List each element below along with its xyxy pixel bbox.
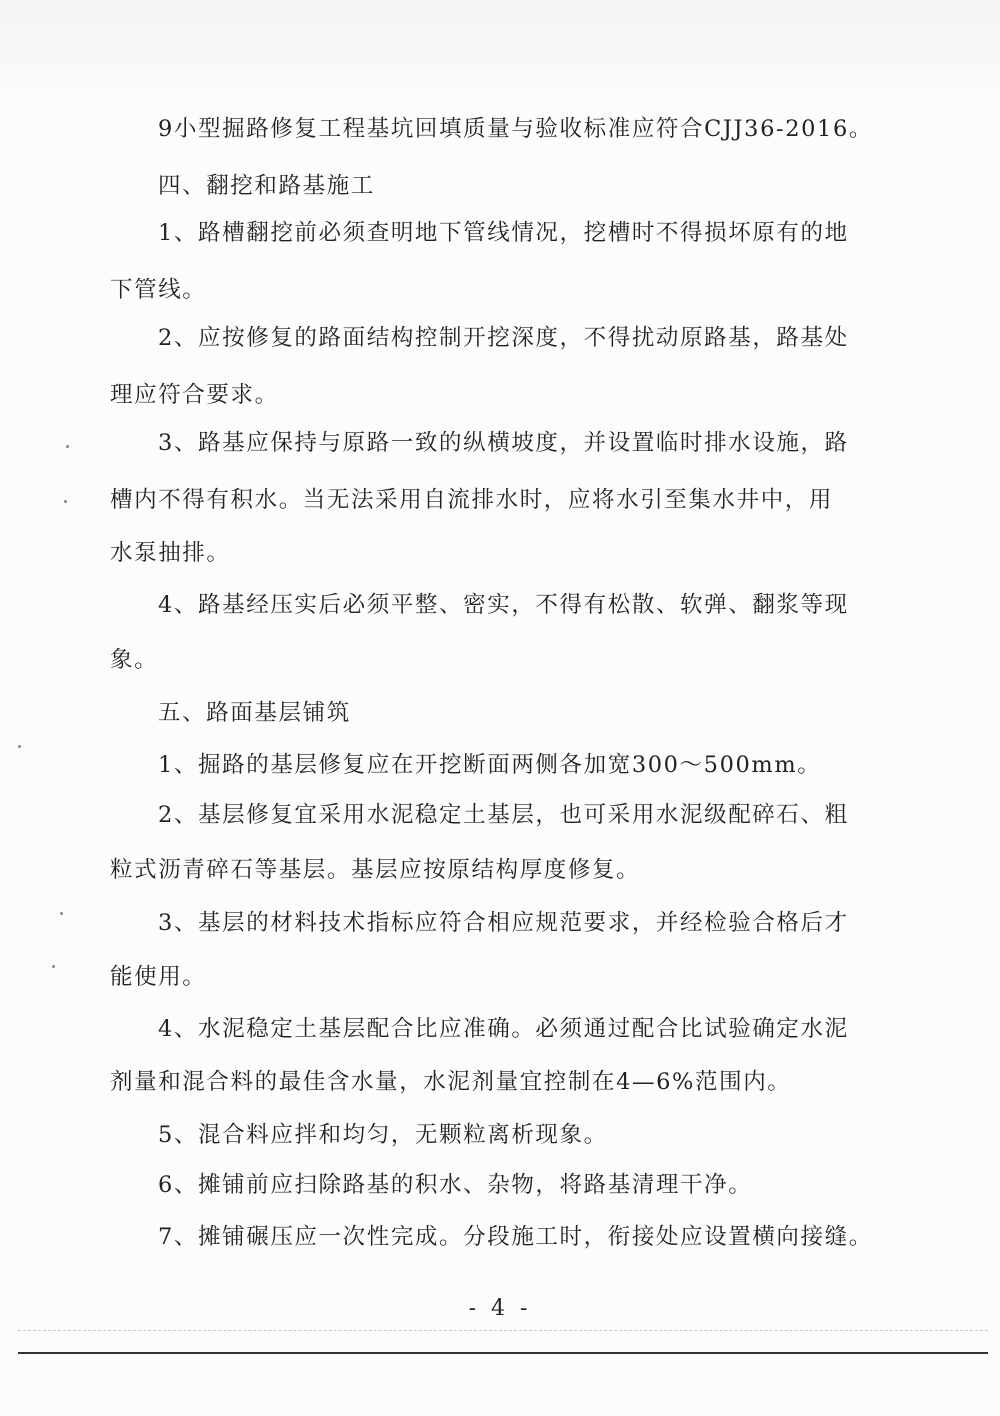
paragraph-line: 2、基层修复宜采用水泥稳定土基层，也可采用水泥级配碎石、粗 xyxy=(158,802,849,828)
scan-speck xyxy=(60,912,63,915)
scan-speck xyxy=(18,745,21,748)
scan-shading xyxy=(0,0,1000,110)
section-heading: 五、路面基层铺筑 xyxy=(158,700,351,726)
paragraph-line: 1、掘路的基层修复应在开挖断面两侧各加宽300～500mm。 xyxy=(158,752,822,778)
paragraph-line: 2、应按修复的路面结构控制开挖深度，不得扰动原路基，路基处 xyxy=(158,325,849,351)
scan-speck xyxy=(52,965,55,968)
paragraph-line: 粒式沥青碎石等基层。基层应按原结构厚度修复。 xyxy=(110,857,641,883)
section-heading: 四、翻挖和路基施工 xyxy=(158,173,375,199)
footer-rule xyxy=(18,1352,988,1354)
paragraph-line: 象。 xyxy=(110,647,159,673)
scan-speck xyxy=(66,445,69,448)
paragraph-line: 3、路基应保持与原路一致的纵横坡度，并设置临时排水设施，路 xyxy=(158,430,849,456)
paragraph-line: 9小型掘路修复工程基坑回填质量与验收标准应符合CJJ36-2016。 xyxy=(158,116,873,142)
paragraph-line: 槽内不得有积水。当无法采用自流排水时，应将水引至集水井中，用 xyxy=(110,487,834,513)
paragraph-line: 水泵抽排。 xyxy=(110,540,231,566)
paragraph-line: 剂量和混合料的最佳含水量，水泥剂量宜控制在4—6%范围内。 xyxy=(110,1069,792,1095)
paragraph-line: 3、基层的材料技术指标应符合相应规范要求，并经检验合格后才 xyxy=(158,910,849,936)
paragraph-line: 4、水泥稳定土基层配合比应准确。必须通过配合比试验确定水泥 xyxy=(158,1016,849,1042)
page-number: - 4 - xyxy=(468,1296,532,1321)
paragraph-line: 1、路槽翻挖前必须查明地下管线情况，挖槽时不得损坏原有的地 xyxy=(158,220,849,246)
scan-speck xyxy=(64,500,67,503)
paragraph-line: 6、摊铺前应扫除路基的积水、杂物，将路基清理干净。 xyxy=(158,1172,753,1198)
paragraph-line: 能使用。 xyxy=(110,964,207,990)
paragraph-line: 7、摊铺碾压应一次性完成。分段施工时，衔接处应设置横向接缝。 xyxy=(158,1224,873,1250)
paragraph-line: 理应符合要求。 xyxy=(110,382,279,408)
paragraph-line: 5、混合料应拌和均匀，无颗粒离析现象。 xyxy=(158,1122,608,1148)
scan-artifact-line xyxy=(18,1330,988,1331)
paragraph-line: 4、路基经压实后必须平整、密实，不得有松散、软弹、翻浆等现 xyxy=(158,592,849,618)
paragraph-line: 下管线。 xyxy=(110,277,207,303)
